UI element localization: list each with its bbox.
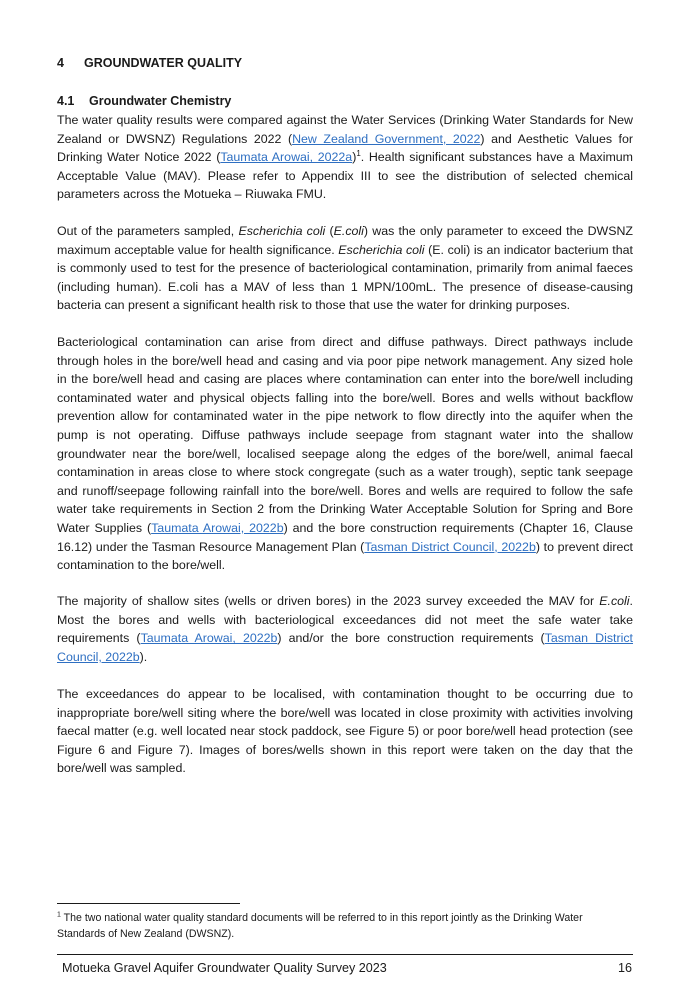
footer-report-title: Motueka Gravel Aquifer Groundwater Quality Survey 2023 (62, 961, 387, 975)
paragraph-localised-exceedances (57, 685, 633, 778)
text-run: ). (139, 649, 148, 664)
paragraph-ecoli-exceedance (57, 222, 633, 315)
text-run: Out of the parameters sampled, (57, 224, 239, 238)
text-run: Bacteriological contamination can arise from direct and diffuse pathways. Direct pathways include through holes in the bore/well head and casing and via poor pipe network management. Any sized hole in the bore/well head and casing are places where contamination can enter into the bore/well including contaminated water and physical objects falling into the bore/well. Bores and wells without backflow prevention allow for contaminated water in the pipe network to flow directly into the aquifer when the pump is not operating. Diffuse pathways include seepage from stagnant water into the shallow groundwater near the bore/well, localised seepage along the edges of the bore/well, animal faecal contamination in areas close to where stock congregate (such as a water trough), septic tank seepage and runoff/seepage following rainfall into the bore/well. Bores and wells are required to follow the safe water take requirements in Section 2 from the Drinking Water Acceptable Solution for Spring and Bore Water Supplies ( (57, 335, 633, 535)
text-run: ) and Aesthetic Values for Drinking Water Notice 2022 ( (57, 131, 634, 165)
italic-term: Escherichia coli (338, 242, 425, 257)
text-run: ) and the bore construction requirements (Chapter 16, Clause 16.12) under the Tasman Resource Management Plan ( (57, 520, 633, 554)
text-run: ( (325, 224, 334, 238)
footnote-divider (57, 903, 240, 904)
footnote-reference: 1 (356, 149, 361, 159)
citation-link-tasman-district-council-2022b[interactable]: Tasman District Council, 2022b (364, 539, 536, 554)
text-run: ) was the only parameter to exceed the DWSNZ maximum acceptable value for health significance. (57, 224, 633, 257)
section-title: GROUNDWATER QUALITY (84, 56, 243, 70)
citation-link-nz-government-2022[interactable]: New Zealand Government, 2022 (292, 131, 481, 146)
text-run: . Most the bores and wells with bacteriological exceedances did not meet the safe water take requirements ( (57, 594, 633, 646)
subsection-number: 4.1 (57, 94, 75, 108)
text-run: ) (352, 150, 357, 165)
text-run: ) to prevent direct contamination to the bore/well. (57, 539, 633, 573)
section-number: 4 (57, 56, 64, 70)
paragraph-contamination-pathways (57, 333, 633, 575)
citation-link-taumata-arowai-2022b[interactable]: Taumata Arowai, 2022b (140, 631, 278, 646)
italic-term: Escherichia coli (238, 224, 326, 238)
paragraph-shallow-sites (57, 592, 633, 666)
section-heading (57, 56, 242, 70)
footer-divider (57, 954, 633, 955)
text-run: ) and/or the bore construction requirements ( (277, 631, 545, 646)
italic-term: E.coli (599, 594, 630, 608)
subsection-title: Groundwater Chemistry (89, 94, 232, 108)
text-run: . Health significant substances have a Maximum Acceptable Value (MAV). Please refer to Appendix III to see the distribution of selected chemical parameters across the Motueka – Riuwaka FMU. (57, 150, 633, 202)
text-run: The exceedances do appear to be localised, with contamination thought to be occurring due to inappropriate bore/well siting where the bore/well was located in close proximity with activities involving faecal matter (e.g. well located near stock paddock, see Figure 5) or poor bore/well head protection (see Figure 6 and Figure 7). Images of bores/wells shown in this report were taken on the day that the bore/well was sampled. (57, 687, 633, 776)
paragraph-dwsnz-comparison (57, 111, 633, 204)
footnote-text: The two national water quality standard documents will be referred to in this report jointly as the Drinking Water Standards of New Zealand (DWSNZ). (57, 912, 583, 940)
subsection-heading (57, 94, 231, 108)
citation-link-taumata-arowai-2022a[interactable]: Taumata Arowai, 2022a (220, 150, 353, 165)
citation-link-tasman-district-council-2022b[interactable]: Tasman District Council, 2022b (57, 631, 633, 664)
footnote (57, 911, 633, 942)
text-run: (E. coli) is an indicator bacterium that is commonly used to test for the presence of bacteriological contamination, primarily from animal faeces (including human). E.coli has a MAV of less than 1 MPN/100mL. The presence of disease-causing bacteria can present a significant health risk to those that use the water for drinking purposes. (57, 242, 633, 313)
italic-term: E.coli (333, 224, 364, 238)
footnote-number: 1 (57, 911, 61, 919)
text-run: The majority of shallow sites (wells or driven bores) in the 2023 survey exceeded the MAV for (57, 594, 600, 608)
citation-link-taumata-arowai-2022b[interactable]: Taumata Arowai, 2022b (151, 520, 284, 535)
text-run: The water quality results were compared against the Water Services (Drinking Water Standards for New Zealand or DWSNZ) Regulations 2022 ( (57, 113, 633, 146)
footer-page-number: 16 (617, 961, 632, 975)
